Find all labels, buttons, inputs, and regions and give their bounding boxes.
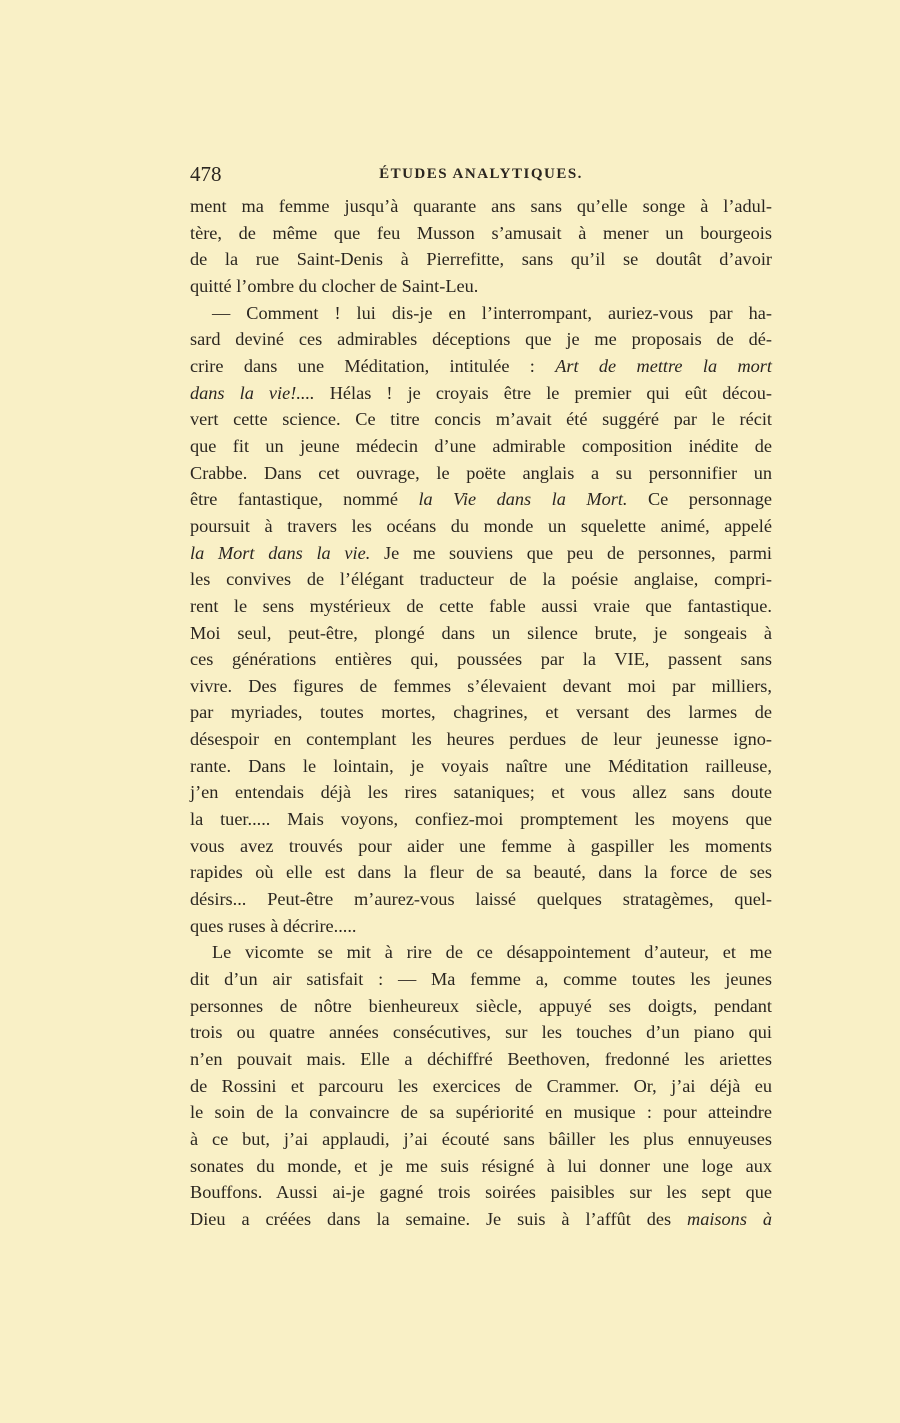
text-run: être fantastique, nommé	[190, 489, 419, 510]
text-run: de Rossini et parcouru les exercices de Crammer. Or, j’ai déjà eu	[190, 1075, 772, 1096]
text-run: — Comment ! lui dis-je en l’interrompant, auriez-vous par ha-	[212, 302, 772, 323]
text-line	[190, 246, 772, 273]
text-run: rante. Dans le lointain, je voyais naître une Méditation railleuse,	[190, 755, 772, 776]
text-run: Hélas ! je croyais être le premier qui eût décou-	[314, 382, 773, 403]
text-line	[190, 1206, 772, 1233]
text-line	[190, 833, 772, 860]
text-line	[190, 993, 772, 1020]
text-line	[190, 273, 772, 300]
text-line	[190, 193, 772, 220]
text-line	[190, 966, 772, 993]
text-line	[190, 486, 772, 513]
text-run: Bouffons. Aussi ai-je gagné trois soirées paisibles sur les sept que	[190, 1182, 772, 1203]
text-run: désespoir en contemplant les heures perdues de leur jeunesse igno-	[190, 729, 772, 750]
text-line	[190, 620, 772, 647]
text-run: quitté l’ombre du clocher de Saint-Leu.	[190, 275, 479, 296]
text-line	[190, 1073, 772, 1100]
text-run: ment ma femme jusqu’à quarante ans sans qu’elle songe à l’adul-	[190, 196, 772, 216]
text-line	[190, 779, 772, 806]
text-line	[190, 1179, 772, 1206]
text-run: désirs... Peut-être m’aurez-vous laissé quelques stratagèmes, quel-	[190, 889, 772, 910]
text-line	[190, 406, 772, 433]
text-line	[190, 220, 772, 247]
text-run: j’en entendais déjà les rires sataniques; et vous allez sans doute	[190, 782, 772, 803]
text-line	[190, 1153, 772, 1180]
text-run: sard deviné ces admirables déceptions que je me proposais de dé-	[190, 329, 772, 350]
text-run: Je me souviens que peu de personnes, parmi	[370, 542, 772, 563]
body-text	[190, 193, 772, 1233]
text-run: que fit un jeune médecin d’une admirable composition inédite de	[190, 435, 772, 456]
text-run: rapides où elle est dans la fleur de sa beauté, dans la force de ses	[190, 862, 772, 883]
text-line	[190, 939, 772, 966]
text-line	[190, 1046, 772, 1073]
text-line	[190, 646, 772, 673]
text-run: personnes de nôtre bienheureux siècle, appuyé ses doigts, pendant	[190, 995, 772, 1016]
text-run: de la rue Saint-Denis à Pierrefitte, sans qu’il se doutât d’avoir	[190, 249, 772, 270]
text-run: Le vicomte se mit à rire de ce désappointement d’auteur, et me	[212, 942, 772, 963]
text-run: Ce personnage	[627, 489, 772, 510]
italic-text: la Vie dans la Mort.	[418, 489, 628, 510]
text-line	[190, 806, 772, 833]
text-line	[190, 673, 772, 700]
text-run: vivre. Des figures de femmes s’élevaient devant moi par milliers,	[190, 675, 772, 696]
italic-text: Art de mettre la mort	[555, 355, 772, 376]
running-title: ÉTUDES ANALYTIQUES.	[379, 166, 583, 182]
text-run: poursuit à travers les océans du monde un squelette animé, appelé	[190, 515, 772, 536]
page-number: 478	[190, 162, 222, 186]
text-line	[190, 593, 772, 620]
text-line	[190, 460, 772, 487]
text-run: crire dans une Méditation, intitulée :	[190, 355, 556, 376]
text-run: dit d’un air satisfait : — Ma femme a, comme toutes les jeunes	[190, 969, 772, 990]
text-line	[190, 326, 772, 353]
text-line	[190, 1126, 772, 1153]
italic-text: maisons à	[687, 1208, 772, 1229]
italic-text: dans la vie!....	[190, 382, 315, 403]
text-line	[190, 753, 772, 780]
text-run: sonates du monde, et je me suis résigné à lui donner une loge aux	[190, 1155, 772, 1176]
text-line	[190, 859, 772, 886]
italic-text: la Mort dans la vie.	[190, 542, 371, 563]
text-line	[190, 1099, 772, 1126]
text-line	[190, 699, 772, 726]
text-line	[190, 433, 772, 460]
text-run: les convives de l’élégant traducteur de la poésie anglaise, compri-	[190, 569, 772, 590]
text-line	[190, 913, 772, 940]
text-run: rent le sens mystérieux de cette fable aussi vraie que fantastique.	[190, 595, 772, 616]
text-run: Dieu a créées dans la semaine. Je suis à l’affût des	[190, 1208, 687, 1229]
text-run: vert cette science. Ce titre concis m’avait été suggéré par le récit	[190, 409, 772, 430]
text-run: Moi seul, peut-être, plongé dans un silence brute, je songeais à	[190, 622, 772, 643]
text-run: à ce but, j’ai applaudi, j’ai écouté sans bâiller les plus ennuyeuses	[190, 1128, 772, 1149]
text-run: le soin de la convaincre de sa supériorité en musique : pour atteindre	[190, 1102, 772, 1123]
text-run: ques ruses à décrire.....	[190, 915, 357, 936]
running-header	[190, 162, 772, 188]
text-run: vous avez trouvés pour aider une femme à gaspiller les moments	[190, 835, 772, 856]
text-line	[190, 886, 772, 913]
text-line	[190, 566, 772, 593]
text-run: n’en pouvait mais. Elle a déchiffré Beethoven, fredonné les ariettes	[190, 1049, 772, 1069]
text-line	[190, 726, 772, 753]
text-run: tère, de même que feu Musson s’amusait à mener un bourgeois	[190, 222, 772, 243]
text-line	[190, 380, 772, 407]
text-run: Crabbe. Dans cet ouvrage, le poëte anglais a su personnifier un	[190, 462, 772, 483]
text-line	[190, 1019, 772, 1046]
text-run: trois ou quatre années consécutives, sur les touches d’un piano qui	[190, 1022, 772, 1043]
text-line	[190, 300, 772, 327]
text-line	[190, 540, 772, 567]
text-run: la tuer..... Mais voyons, confiez-moi promptement les moyens que	[190, 809, 772, 830]
text-run: ces générations entières qui, poussées par la VIE, passent sans	[190, 649, 772, 670]
text-line	[190, 513, 772, 540]
text-line	[190, 353, 772, 380]
text-run: par myriades, toutes mortes, chagrines, et versant des larmes de	[190, 702, 772, 723]
